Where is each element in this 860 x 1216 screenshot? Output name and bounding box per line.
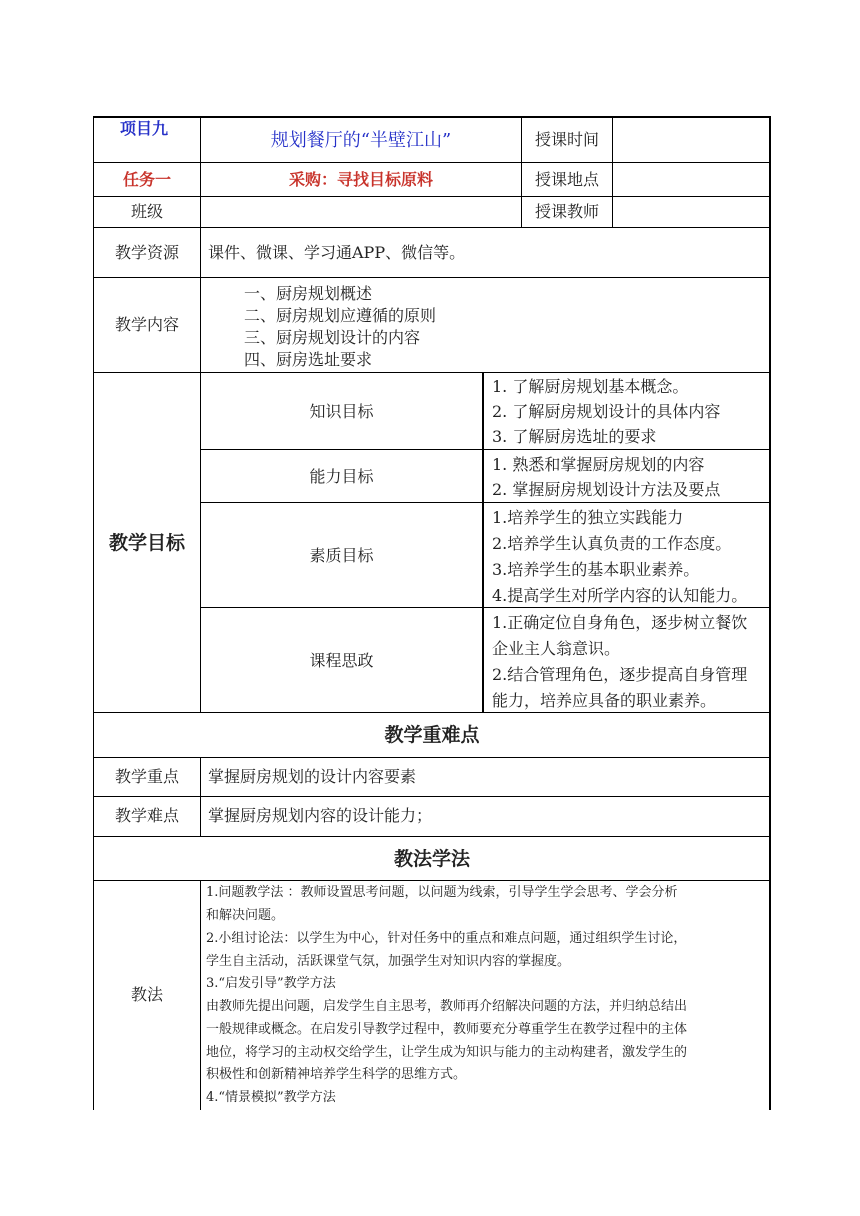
ability-item: 2. 掌握厨房规划设计方法及要点 <box>492 480 721 499</box>
rule-right <box>769 116 771 1110</box>
knowledge-item: 2. 了解厨房规划设计的具体内容 <box>492 402 721 421</box>
ability-label: 能力目标 <box>309 467 374 486</box>
knowledge-item: 1. 了解厨房规划基本概念。 <box>492 377 689 396</box>
rule-top <box>93 116 771 118</box>
task-label: 任务一 <box>122 170 171 189</box>
task-title: 采购：寻找目标原料 <box>288 170 433 189</box>
methods-label: 教法 <box>130 985 163 1004</box>
quality-item: 4.提高学生对所学内容的认知能力。 <box>492 586 748 605</box>
focus-label: 教学重点 <box>114 767 179 786</box>
ability-item: 1. 熟悉和掌握厨房规划的内容 <box>492 455 705 474</box>
methods-line: 由教师先提出问题，启发学生自主思考，教师再介绍解决问题的方法，并归纳总结出 <box>206 999 688 1014</box>
project-label: 项目九 <box>120 119 169 138</box>
rule-sub2 <box>200 502 771 503</box>
methods-line: 2.小组讨论法：以学生为中心，针对任务中的重点和难点问题，通过组织学生讨论， <box>206 931 687 946</box>
rule-r8 <box>93 796 771 797</box>
focus-value: 掌握厨房规划的设计内容要素 <box>208 767 417 786</box>
quality-item: 1.培养学生的独立实践能力 <box>492 508 684 527</box>
rule-r5 <box>93 372 771 373</box>
rule-sub3 <box>200 607 771 608</box>
quality-item: 3.培养学生的基本职业素养。 <box>492 560 700 579</box>
methods-title: 教法学法 <box>393 848 470 870</box>
rule-col3 <box>612 116 613 227</box>
rule-r6 <box>93 712 771 713</box>
content-label: 教学内容 <box>114 315 179 334</box>
knowledge-item: 3. 了解厨房选址的要求 <box>492 427 657 446</box>
methods-line: 4.“情景模拟”教学方法 <box>206 1090 336 1105</box>
teacher-label: 授课教师 <box>534 202 599 221</box>
methods-line: 1.问题教学法 ：教师设置思考问题，以问题为线索，引导学生学会思考、学会分析 <box>206 885 678 900</box>
content-item: 四、厨房选址要求 <box>244 350 373 369</box>
methods-line: 学生自主活动，活跃课堂气氛，加强学生对知识内容的掌握度。 <box>206 954 571 969</box>
resources-value: 课件、微课、学习通APP、微信等。 <box>208 243 466 262</box>
difficulty-value: 掌握厨房规划内容的设计能力； <box>208 806 433 825</box>
rule-r2 <box>93 196 771 197</box>
ideology-line: 2.结合管理角色，逐步提高自身管理 <box>492 665 748 684</box>
content-item: 一、厨房规划概述 <box>244 284 373 303</box>
methods-line: 地位，将学习的主动权交给学生，让学生成为知识与能力的主动构建者，激发学生的 <box>206 1045 688 1060</box>
project-title: 规划餐厅的“半壁江山” <box>270 130 452 151</box>
rule-r1 <box>93 162 771 163</box>
rule-col1-b <box>200 757 201 836</box>
rule-col-obj <box>482 372 484 712</box>
rule-left <box>93 116 94 1110</box>
methods-line: 和解决问题。 <box>206 908 285 923</box>
methods-line: 积极性和创新精神培养学生科学的思维方式。 <box>206 1067 467 1082</box>
content-item: 二、厨房规划应遵循的原则 <box>244 306 437 325</box>
rule-col1-c <box>200 880 201 1110</box>
ideology-line: 能力，培养应具备的职业素养。 <box>492 691 717 710</box>
rule-r9 <box>93 836 771 837</box>
ideology-label: 课程思政 <box>309 651 374 670</box>
difficulty-label: 教学难点 <box>114 806 179 825</box>
class-label: 班级 <box>130 202 163 221</box>
resources-label: 教学资源 <box>114 243 179 262</box>
rule-r3 <box>93 227 771 228</box>
key-points-title: 教学重难点 <box>384 724 480 746</box>
objectives-label: 教学目标 <box>108 532 185 554</box>
place-label: 授课地点 <box>534 170 599 189</box>
rule-sub1 <box>200 449 771 450</box>
quality-label: 素质目标 <box>309 546 374 565</box>
ideology-line: 1.正确定位自身角色，逐步树立餐饮 <box>492 613 748 632</box>
methods-line: 一般规律或概念。在启发引导教学过程中，教师要充分尊重学生在教学过程中的主体 <box>206 1022 688 1037</box>
rule-r7 <box>93 757 771 758</box>
ideology-line: 企业主人翁意识。 <box>492 639 621 658</box>
time-label: 授课时间 <box>534 130 599 149</box>
methods-line: 3.“启发引导”教学方法 <box>206 976 336 991</box>
rule-r4 <box>93 277 771 278</box>
knowledge-label: 知识目标 <box>309 402 374 421</box>
quality-item: 2.培养学生认真负责的工作态度。 <box>492 534 732 553</box>
content-item: 三、厨房规划设计的内容 <box>244 328 421 347</box>
